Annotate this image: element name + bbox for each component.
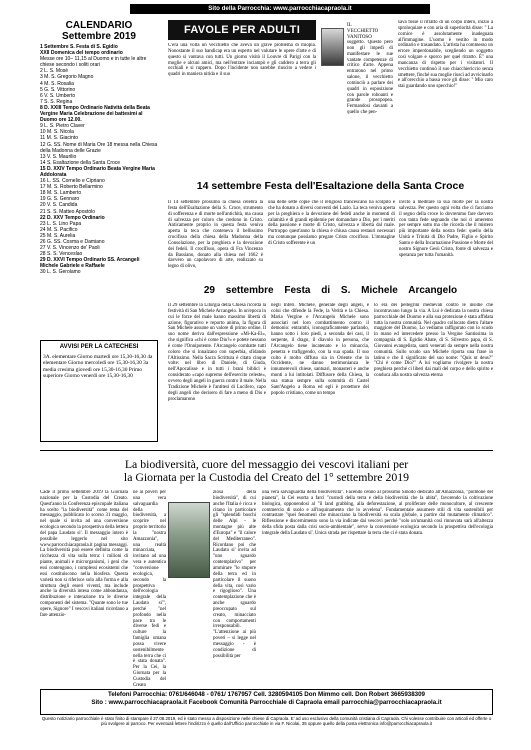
michele-column-3: lo era dei pellegrini medievali contro le insidie che incontravano lungo la via. A Lui è dedicata la nostra chiesa parrocchiale del Duomo e alla sua protezione è stata affidata tutta la nostra comunità. Nel quadro collocato dietro l'altare maggiore del Duomo, Lo vediamo raffigurato con lo scudo in mano ed intercedere presso la Vergine Santissima in compagnia di S. Egidio Abate, di S. Silvestro papa, di S. Giovanni evangelista, santi venerati da sempre nella nostra comunità. Sullo scudo san Michele riporta una frase in latino e che il significato del suo nome: "Quis ut deus?" "Chi è come Dio?" A lui vogliamo rivolgere la nostra preghiera perché ci liberi dai mali del corpo e dello spirito e conduca alla nostra salvezza eterna bbox=[374, 303, 493, 379]
calendar-entry: 9 L. S. Pietro Claver bbox=[40, 123, 85, 130]
croce-column-3: invito a meditare la sua morte per la nostra salvezza. Per questo ogni volta che ci facciamo il segno della croce lo dovremmo fare davvero con tanta fede segnando che noi ci ameremo per sempre sotto ma che ricorda che il mistero più importante della nostra fede: quello della Unità e Trinità di Dio Padre, Figlio e Spirito Santo e della Incarnazione Passione e Morte del nostro Signore Gesù Cristo, fonte di salvezza e speranza per tutta l'umanità. bbox=[399, 200, 493, 258]
calendar-subtitle: Settembre 2019 bbox=[62, 31, 136, 42]
calendar-entry: 27 V. S. Vincenzo de' Paoli bbox=[40, 245, 100, 252]
calendar-entry: 3 M. S. Gregorio Magno bbox=[40, 74, 94, 81]
calendar-entry: 25 M. S. Aurelia bbox=[40, 232, 76, 239]
favole-title: FAVOLE PER ADULTI bbox=[168, 20, 316, 40]
favole-column-2: soggetto. Questo però non gli impedì di manifestare le sue vantate competenze di critico d'arte. Appena entrarono nel primo salone, il vecchietto cominciò a parlare dei quadri in esposizione con parole roboanti e grande prosopopea. Fermandosi davanti a quello che pen- bbox=[347, 40, 393, 116]
calendar bbox=[40, 20, 158, 320]
footer-site: Sito : www.parrocchiacapraola.it Facebook Comunità Parrocchiale di Capraola email parrocchia@parrocchiacapraola.it bbox=[91, 699, 442, 706]
catechesi-notice-title: AVVISI PER LA CATECHESI bbox=[59, 344, 139, 350]
calendar-entry: 17 M. S. Roberto Bellarmino bbox=[40, 184, 103, 191]
catechesi-notice-box bbox=[40, 340, 158, 442]
calendar-entry: Messe ore 10– 11,15 al Duomo e in tutte le altre chiese secondo i soliti orari bbox=[40, 56, 147, 69]
nature-photo bbox=[168, 502, 210, 578]
footer-disclaimer: Questo notiziario parrocchiale è stato finito di stampare il 27.08.2019, ed è stato messo a disposizione nelle chiese di Capraola. E' ad uso esclusivo della comunità cristiana di Capraola. Chi volesse contribuire con articoli ed offerte o più svolgere al parroco. Per eventuali lettere l'indirizzo è quello dall'Ufficio parrocchiale in via F. Nicolai, 35 oppure quello della posta elettronica info@parrocchiacapraola.it bbox=[41, 716, 492, 726]
calendar-entry: 30 L. S. Gerolamo bbox=[40, 269, 81, 276]
calendar-entry: 2 L. S. Mosè bbox=[40, 68, 69, 75]
croce-title: 14 settembre Festa dell'Esaltazione della Santa Croce bbox=[196, 180, 465, 192]
calendar-entry: 21 S. S. Matteo Apostolo bbox=[40, 208, 96, 215]
favole-column-3: sava fosse il ritratto di un corpo intero, iniziò a sproloquiare e con aria di superiorità disse: " La cornice è assolutamente inadeguata all'immagine. L'uomo è vestito in modo ordinario e trasandato. L'artista ha commesso un errore imperdonabile, scegliendo un soggetto così volgare e sporco per quel ritratto. È" una mancanza di rispetto per i visitatori. Il vecchietto continuò il suo chiacchiericcio senza smettere, finché sua moglie riuscì ad avvicinarlo e all'orecchio a bassa voce gli disse: " Mio caro stai guardando uno specchio!" bbox=[398, 20, 493, 90]
calendar-entry: 16 L. SS. Cornelio e Cipriano bbox=[40, 178, 105, 185]
calendar-entry: 28 S. S. Venceslao bbox=[40, 251, 83, 258]
calendar-entry: 13 V. S. Maurilio bbox=[40, 153, 77, 160]
bio-column-3: ziosa della biodiversità", di cui anche l'Italia è ricca e citano in particolare gli "splendidi boschi delle Alpi - le montagne più alte d'Europa" e "il calore del Mediterraneo". Ricordano poi che Laudato si' invita ad "uno sguardo contemplativo" per ammirare "lo stupore della terra ed in particolare il suono della vita, così vario e rigoglioso". Una contemplazione che è anche sguardo preoccupato sul creato, minacciato con comportamenti irresponsabili. "L'attenzione ai più poveri – si legge nel messaggio - è condizione di possibilità per bbox=[213, 490, 256, 659]
old-man-photo bbox=[321, 28, 344, 66]
footer-phones: Telefoni Parrocchia: 0761/646048 - 0761/ 1767957 Cell. 3280594105 Don Mimmo cell. Don Robert 3665938309 bbox=[108, 691, 425, 698]
contacts-footer bbox=[40, 689, 493, 715]
calendar-entry: 10 M. S. Nicola bbox=[40, 129, 74, 136]
calendar-entry: 12 G. SS. Nome di Maria Ore 18 messa nella Chiesa della Madonna delle Grazie bbox=[40, 141, 158, 154]
calendar-entry: 26 G. SS. Cosma e Damiano bbox=[40, 239, 105, 245]
croce-column-1: Il 14 settembre prossimo la chiesa celebra la festa dell'Esaltazione della S. Croce, strumento di sofferenza e di morte nell'antichità, ma causa di salvezza per coloro che credono in Cristo. Anticamente proprio in questa festa veniva aperta la teca che conteneva il bellissimo crocifisso della chiesa della Madonna della Consolazione, per la preghiera e la devozione dei fedeli. Il crocifisso, opera di Fra Vincenzo da Bassiano, donato alla chiesa nel 1662 è davvero un capolavoro di arte, realizzato su legno di olivo, bbox=[168, 200, 263, 270]
calendar-entry: 15 D. XXIV Tempo Ordinario Beata Vergine Maria Addolorata bbox=[40, 165, 155, 178]
bio-title-line-2: la Giornata per la Custodia del Creato del 1° settembre 2019 bbox=[123, 470, 410, 484]
croce-column-2: una delle sette copie che il religioso francescano ha scolpito e che ha donato a diversi conventi del Lazio. La teca veniva aperta per la preghiera e la devozione dei fedeli anche in momenti di calamità e di grandi epidemie per domandare a Dio, per i meriti della passione e morte di Cristo, salvezza e libertà dal male. Purtroppo quest'anno la chiesa è chiusa causa restauri necessari ma comunque possiamo pregare Cristo crocifisso. L'immagine di Cristo sofferente è un bbox=[268, 200, 395, 246]
calendar-entry: XXII Domenica del tempo ordinario bbox=[40, 50, 123, 57]
michele-title: 29 settembre Festa di S. Michele Arcangelo bbox=[203, 285, 458, 296]
favole-column-1: C'era una volta un vecchietto che aveva un grave problema di miopia. Nonostante il suo handicap era un esperto nel valutare le opere d'arte e di questo si vantava con tutti. Un giorno visitò il Louvre di Parigi con la moglie e alcuni amici, ma nell'entrare inciampò e gli caddero a terra gli occhiali e si ruppero. Dopo l'incidente non sarebbe riuscito a vedere i quadri in maniera nitida e il suo bbox=[168, 43, 316, 78]
favole-caption: IL VECCHIETTO VANITOSO bbox=[347, 23, 379, 40]
site-header: Sito della Parrocchia: www.parrocchiacapraola.it bbox=[130, 4, 430, 14]
calendar-list bbox=[40, 44, 158, 276]
calendar-entry: 4 M. S. Rosalia bbox=[40, 80, 74, 87]
bio-title bbox=[40, 458, 493, 484]
michele-column-1: Il 29 settembre la Liturgia della Chiesa ricorda la festività di San Michele Arcangelo. In un'epoca in cui le forze del male hanno massimo libertà di azione, figurativo e reporto anima, la figura di San Michele assume un valore di primo ordine. Il suo nome deriva dall'espressione «Mi-Ka-El», che significa «chi è come Dio?» e potete nessuno è come l'Onnipotente. l'Arcangelo combatte tutti coloro che si innalzano con superbia, sfidando l'Altissimo. Nella Sacra Scrittura è citato cinque volte: nel libro di Daniele, di Giuda, nell'Apocalisse e in tutti i brani biblici è considerato «capo supremo dell'esercito celeste», ovvero degli angeli in guerra contro il male. Nella Tradizione Michele è l'antitesi di Lucifero, capo degli angeli che decisero di fare a meno di Dio e proclamarono bbox=[168, 303, 266, 402]
calendar-entry: 19 G. S. Gennaro bbox=[40, 196, 80, 203]
bio-column-1: Cade il primo settembre 2019 la Giornata nazionale per la Custodia del Creato. Quest'anno la Conferenza episcopale italiana ha scelto "la biodiversità" come tema del messaggio, pubblicato lo scorso 31 maggio, nel quale si invita ad una conversione ecologica secondo la prospettiva della lettera del papa Laudato si'. Il messaggio intero è possibile leggerlo nel sito www.parrocchiacapraola.it pagina messaggi. La biodiversità può essere definita come la ricchezza di vita sulla terra: i milioni di piante, animali e microrganismi, i geni che essi contengono, i complessi ecosistemi che essi costituiscono nella biosfera. Questa varietà non si riferisce solo alla forma e alla struttura degli esseri viventi, ma include anche la diversità intesa come abbondanza, distribuzione e interazione tra le diverse componenti del sistema. "Quante sono le tue opere, Signore" I vescovi italiani ricordano a fare attenzio- bbox=[40, 490, 128, 618]
bio-column-2: ne ai poveri per una vera salvaguardia della biodiversità, a scoprire nel proprio territorio la "nostra Amazzonia", una realtà minacciata, invitano ad una vera e autentica "conversione ecologica, secondo la prospettiva dell'ecologia integrale della Laudato si'", perché "nel profondo nella pace tra le diverse fedi e culture la famiglia umana possa vivere sostenibilmente nella terra che ci è stata donata". Per la Cei, la Giornata per la Custodia del Creato bbox=[133, 490, 166, 687]
calendar-entry: 8 D. XXIII Tempo Ordinario Natività della Beata Vergine Maria Celebrazione dei battesimi al Duomo ore 12.00. bbox=[40, 104, 150, 124]
calendar-entry: 11 M. S. Giacinto bbox=[40, 135, 78, 142]
calendar-title: CALENDARIO bbox=[65, 20, 133, 31]
calendar-entry: 18 M. S. Lamberto bbox=[40, 190, 82, 197]
calendar-entry: 6 V. S. Umberto bbox=[40, 92, 76, 99]
calendar-entry: 14 S. Esaltazione della Santa Croce bbox=[40, 159, 121, 166]
catechesi-notice-body: 3A. elementare Giorno martedì ore 15,30-16,30 4a elementare Giorno mercoledì ore 15,30-16,30 3a media cresima giovedì ore 15,30-16,30 Primo superiore Giorno venerdì ore 15,30-16,30 bbox=[43, 354, 153, 379]
michele-column-2: negli Inferi. Michele, generale degli angeli, è colui che difende la Fede, la Verità e la Chiesa. Maria Vergine e l'Arcangelo Michele sono associati nel loro combattimento contro il demonio: entrambi, iconograficamente parlando, hanno sotto i loro piedi, a seconda dei casi, il serpente, il drago, il diavolo in persona, che l'Arcangelo tiene incatenato e lo minaccia, penetra e trafiggendo, con la sua spada. Il suo culto è molto diffuso sia in Oriente che in Occidente, ne danno testimonianza le innumerevoli chiese, santuari, monasteri e anche monti a lui intitolati. Diffusore della Chiesa, la sua statua sempre sulla sommità di Castel Sant'Angelo a Roma ed egli è protettore del popolo cristiano, come un tempo bbox=[271, 303, 369, 396]
calendar-entry: 23 L. S. Lino Papa bbox=[40, 220, 82, 227]
calendar-entry: 22 D. XXV Tempo Ordinario bbox=[40, 214, 105, 221]
section-divider bbox=[40, 450, 493, 451]
calendar-entry: 20 V. S. Candida bbox=[40, 202, 78, 209]
calendar-entry: 24 M. S. Pacifico bbox=[40, 226, 78, 233]
calendar-entry: 5 G. S. Vittorino bbox=[40, 86, 76, 93]
calendar-entry: 1 Settembre S. Festa di S. Egidio bbox=[40, 44, 118, 50]
bio-title-line-1: La biodiversità, cuore del messaggio dei vescovi italiani per bbox=[124, 457, 409, 471]
bio-column-4: una vera salvaguardia della biodiversità". Facendo cenno al prossimo Sinodo dedicato all'Amazzonia, "polmone del pianeta", la Cei esorta a farci "custodi della terra e della biodiversità che la abita", favorendo la coltivazione biologica, opponendosi al "il land grabbing, alla deforestazione, al proliferare delle monoculture, al crescente commercio di suolo e all'inquinamento che lo avvelena". Fondamentale assumere stili di vita sostenibili per contrastare "quei fenomeni che minacciano la biodiversità su scala globale, a partire dal mutamento climatico". Riflessione e discernimento sono la via indicate dai vescovi perché "solo un'umanità così rinnovata sarà all'altezza della sfida posta dalla crisi socio-ambientale", serve la conversione ecologica secondo la prospettiva dell'ecologia integrale della Laudato si'. Unica strada per rispettare la terra che ci è stata donata. bbox=[262, 490, 493, 536]
calendar-entry: 7 S. S. Regina bbox=[40, 98, 73, 105]
calendar-entry: 29 D. XXVI Tempo Ordinario SS. Arcangeli Michele Gabriele e Raffaele bbox=[40, 257, 140, 270]
